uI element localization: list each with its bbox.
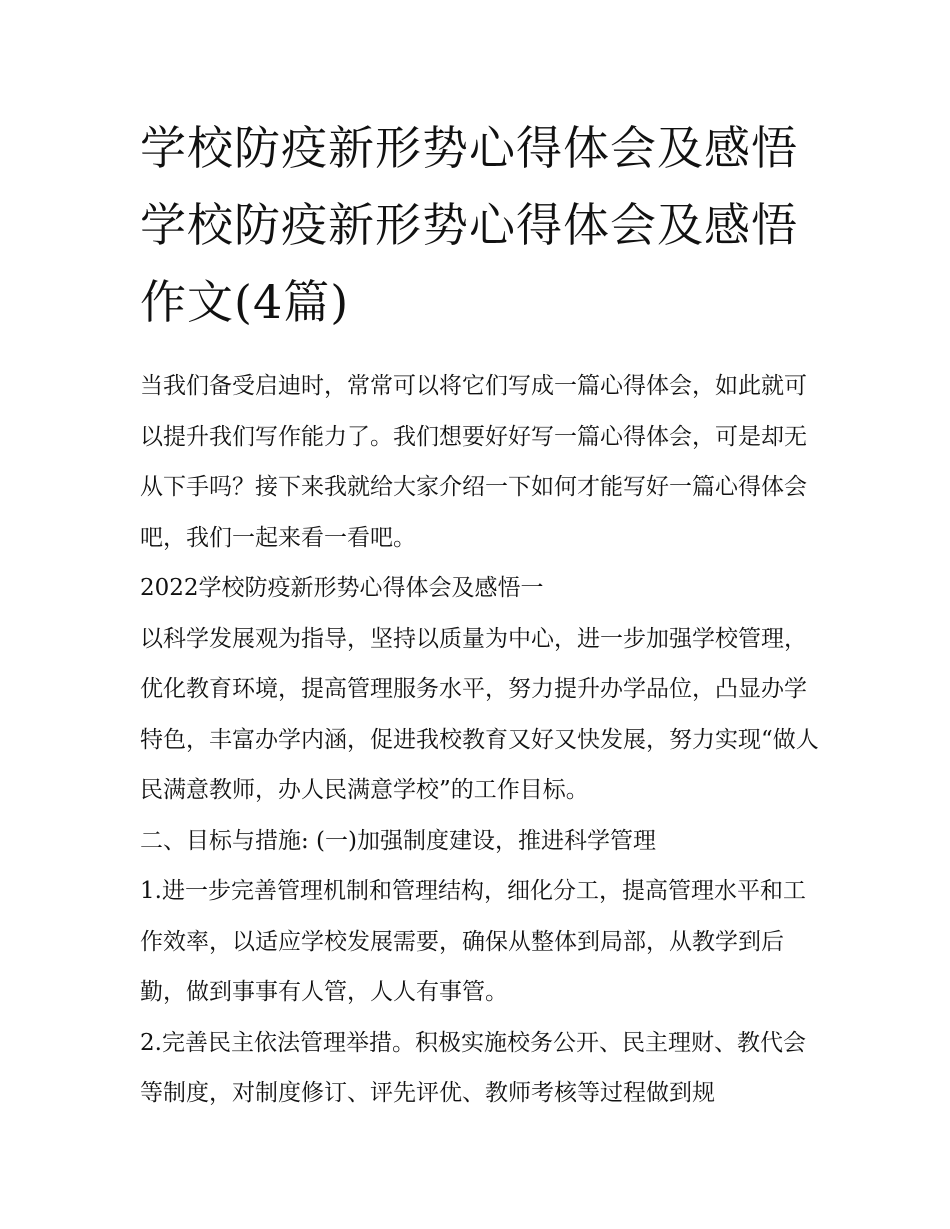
section-heading: 2022学校防疫新形势心得体会及感悟一	[140, 575, 544, 601]
subsection-heading: 二、目标与措施: (一)加强制度建设，推进科学管理	[140, 827, 657, 854]
document-title: 学校防疫新形势心得体会及感悟 学校防疫新形势心得体会及感悟作文(4篇)	[140, 121, 798, 329]
list-item-2: 2.完善民主依法管理举措。积极实施校务公开、民主理财、教代会等制度，对制度修订、评先评优、教师考核等过程做到规	[140, 1029, 806, 1106]
document-body	[140, 110, 820, 1119]
body-paragraph: 以科学发展观为指导，坚持以质量为中心，进一步加强学校管理，优化教育环境，提高管理服务水平，努力提升办学品位，凸显办学特色，丰富办学内涵，促进我校教育又好又快发展，努力实现“做人民满意教师，办人民满意学校”的工作目标。	[140, 625, 819, 803]
list-item-1: 1.进一步完善管理机制和管理结构，细化分工，提高管理水平和工作效率，以适应学校发展需要，确保从整体到局部，从教学到后勤，做到事事有人管，人人有事管。	[140, 878, 806, 1005]
intro-paragraph: 当我们备受启迪时，常常可以将它们写成一篇心得体会，如此就可以提升我们写作能力了。我们想要好好写一篇心得体会，可是却无从下手吗？接下来我就给大家介绍一下如何才能写好一篇心得体会吧，我们一起来看一看吧。	[140, 373, 807, 551]
